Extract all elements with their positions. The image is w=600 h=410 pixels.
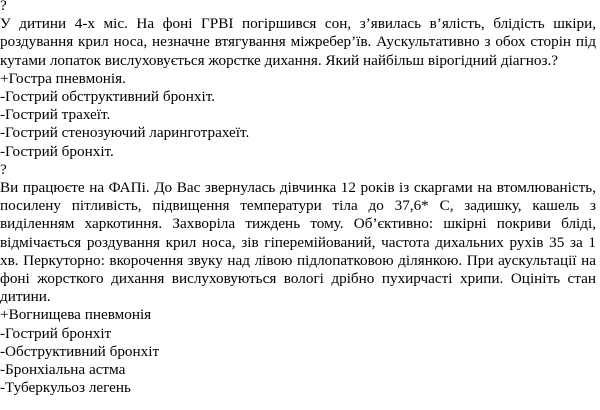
- question-text: У дитини 4-х міс. На фоні ГРВІ погіршився сон, з’явилась в’ялість, блідість шкіри, роздування крил носа, незначне втягування міжребер’їв. Аускультативно з обох сторін під кутами лопаток вислуховується жорстке дихання. Який найбільш вірогідний діагноз.?: [0, 15, 596, 69]
- answer-option: -Обструктивний бронхіт: [0, 342, 160, 360]
- question-block-1: [0, 0, 596, 161]
- answer-option: +Вогнищева пневмонія: [0, 306, 152, 324]
- answer-option: -Бронхіальна астма: [0, 360, 126, 378]
- question-text: Ви працюєте на ФАПі. До Вас звернулась дівчинка 12 років із скаргами на втомлюваність, посилену пітливість, підвищення температури тіла до 37,6* С, задишку, кашель з виділенням харкотиння. Захворіла тиждень тому. Об’єктивно: шкірні покриви бліді, відмічається роздування крил носа, зів гіперемійований, частота дихальних рухів 35 за 1 хв. Перкуторно: вкорочення звуку над лівою підлопатковою ділянкою. При аускультації на фоні жорсткого дихання вислуховуються вологі дрібно пухирчасті хрипи. Оцініть стан дитини.: [0, 178, 596, 306]
- answer-option: -Гострий бронхіт.: [0, 142, 114, 160]
- question-marker: ?: [0, 160, 7, 178]
- question-block-2: [0, 161, 596, 398]
- answer-option: -Туберкульоз легень: [0, 379, 131, 397]
- answer-option: +Гостра пневмонія.: [0, 69, 126, 87]
- answer-option: -Гострий трахеїт.: [0, 106, 111, 124]
- answer-option: -Гострий стенозуючий ларинготрахеїт.: [0, 124, 250, 142]
- answer-option: -Гострий бронхіт: [0, 324, 112, 342]
- answer-option: -Гострий обструктивний бронхіт.: [0, 87, 215, 105]
- question-marker: ?: [0, 0, 7, 14]
